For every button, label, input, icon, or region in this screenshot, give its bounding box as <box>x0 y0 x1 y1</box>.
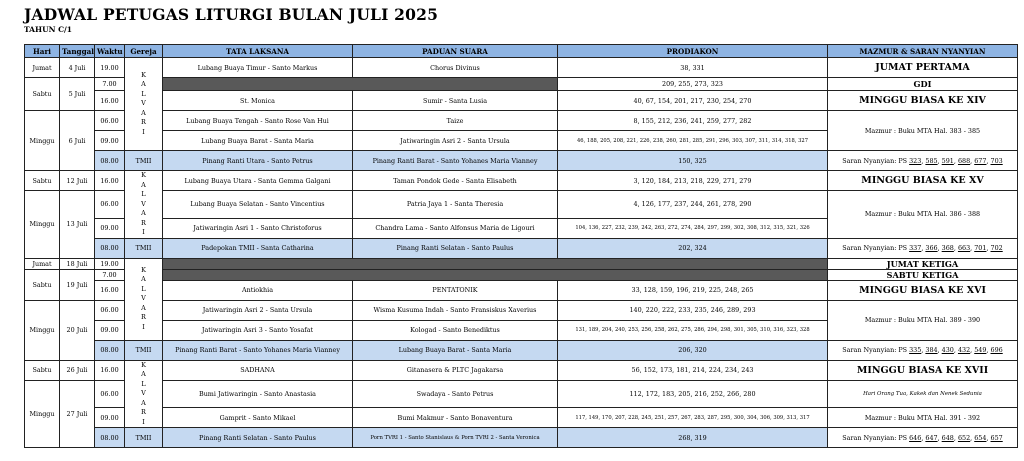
table-row <box>25 191 1018 219</box>
gereja-letter: R <box>141 408 146 416</box>
page-title: JADWAL PETUGAS LITURGI BULAN JULI 2025 <box>24 5 439 24</box>
gereja-letter: L <box>141 379 146 388</box>
gereja-letter: A <box>141 108 146 117</box>
waktu-cell: 7.00 <box>95 269 125 280</box>
empty-dark-cell <box>163 78 558 91</box>
header-prodiakon: PRODIAKON <box>558 45 828 58</box>
waktu-cell: 16.00 <box>95 171 125 191</box>
waktu-cell: 16.00 <box>95 91 125 111</box>
paduan-cell: Pinang Ranti Selatan - Santo Paulus <box>353 238 558 258</box>
tata-cell: St. Monica <box>163 91 353 111</box>
gereja-letter: A <box>141 209 146 217</box>
mazmur-reference: Mazmur : Buku MTA Hal. 383 - 385 <box>828 111 1018 151</box>
hari-cell: Sabtu <box>25 269 60 300</box>
mazmur-sabtu-ketiga: SABTU KETIGA <box>828 269 1018 280</box>
waktu-cell: 16.00 <box>95 360 125 380</box>
tanggal-cell: 12 Juli <box>60 171 95 191</box>
table-row <box>25 408 1018 428</box>
prodiakon-cell: 33, 128, 159, 196, 219, 225, 248, 265 <box>558 280 828 300</box>
waktu-cell: 08.00 <box>95 340 125 360</box>
paduan-cell: Swadaya - Santo Petrus <box>353 380 558 408</box>
prodiakon-cell: 131, 189, 204, 240, 253, 256, 258, 262, 275, 286, 294, 298, 301, 305, 310, 316, 323, 328 <box>558 320 828 340</box>
mazmur-week-title: MINGGU BIASA KE XIV <box>828 91 1018 111</box>
song-number: 654 <box>974 433 987 442</box>
table-row <box>25 258 1018 269</box>
waktu-cell: 06.00 <box>95 300 125 320</box>
paduan-cell: Patria Jaya 1 - Santa Theresia <box>353 191 558 219</box>
gereja-letter: L <box>141 284 146 293</box>
paduan-cell: Sumir - Santa Lusia <box>353 91 558 111</box>
waktu-cell: 09.00 <box>95 218 125 238</box>
saran-nyanyian: Saran Nyanyian: PS 337, 366, 368, 663, 701, 702 <box>828 238 1018 258</box>
tata-cell: Lubang Buaya Timur - Santo Markus <box>163 58 353 78</box>
prodiakon-cell: 202, 324 <box>558 238 828 258</box>
gereja-letter: V <box>141 199 146 208</box>
prodiakon-cell: 4, 126, 177, 237, 244, 261, 278, 290 <box>558 191 828 219</box>
tanggal-cell: 20 Juli <box>60 300 95 360</box>
paduan-cell: Chandra Lama - Santo Alfonsus Maria de Ligouri <box>353 218 558 238</box>
song-number: 677 <box>974 156 987 165</box>
tanggal-cell: 27 Juli <box>60 380 95 448</box>
page-subtitle: TAHUN C/1 <box>24 25 73 34</box>
song-number: 585 <box>925 156 938 165</box>
hari-cell: Minggu <box>25 191 60 259</box>
hari-cell: Sabtu <box>25 78 60 111</box>
mazmur-week-title: MINGGU BIASA KE XV <box>828 171 1018 191</box>
header-hari: Hari <box>25 45 60 58</box>
waktu-cell: 06.00 <box>95 380 125 408</box>
gereja-letter: A <box>141 370 146 378</box>
song-number: 648 <box>941 433 954 442</box>
prodiakon-cell: 8, 155, 212, 236, 241, 259, 277, 282 <box>558 111 828 131</box>
table-row <box>25 300 1018 320</box>
song-number: 702 <box>990 244 1003 252</box>
prodiakon-cell: 46, 188, 205, 208, 221, 226, 238, 260, 281, 285, 291, 296, 303, 307, 311, 314, 318, 327 <box>558 131 828 151</box>
waktu-cell: 16.00 <box>95 280 125 300</box>
prodiakon-cell: 150, 325 <box>558 151 828 171</box>
hari-cell: Jumat <box>25 58 60 78</box>
gereja-letter: I <box>142 228 145 236</box>
table-row <box>25 58 1018 78</box>
gereja-tmii: TMII <box>125 238 163 258</box>
hari-cell: Sabtu <box>25 360 60 380</box>
header-mazmur: MAZMUR & SARAN NYANYIAN <box>828 45 1018 58</box>
waktu-cell: 09.00 <box>95 320 125 340</box>
gereja-letter: A <box>141 275 146 284</box>
hari-cell: Sabtu <box>25 171 60 191</box>
mazmur-jumat-ketiga: JUMAT KETIGA <box>828 258 1018 269</box>
waktu-cell: 06.00 <box>95 191 125 219</box>
song-number: 663 <box>957 244 971 252</box>
tanggal-cell: 13 Juli <box>60 191 95 259</box>
waktu-cell: 08.00 <box>95 238 125 258</box>
tata-cell: Padepokan TMII - Santa Catharina <box>163 238 353 258</box>
song-number: 368 <box>941 244 954 252</box>
table-row <box>25 91 1018 111</box>
tata-cell: SADHANA <box>163 360 353 380</box>
tanggal-cell: 5 Juli <box>60 78 95 111</box>
tanggal-cell: 19 Juli <box>60 269 95 300</box>
waktu-cell: 08.00 <box>95 428 125 448</box>
gereja-letter: R <box>141 218 146 227</box>
mazmur-week-title: MINGGU BIASA KE XVI <box>828 280 1018 300</box>
paduan-cell: Kologad - Santo Benediktus <box>353 320 558 340</box>
gereja-letter: I <box>142 417 145 426</box>
gereja-letter: L <box>141 89 146 98</box>
mazmur-week-title: MINGGU BIASA KE XVII <box>828 360 1018 380</box>
gereja-letter: V <box>141 294 146 303</box>
hari-cell: Jumat <box>25 258 60 269</box>
gereja-kalvari <box>125 360 163 428</box>
prodiakon-cell: 268, 319 <box>558 428 828 448</box>
song-number: 703 <box>990 156 1003 165</box>
waktu-cell: 06.00 <box>95 111 125 131</box>
header-waktu: Waktu <box>95 45 125 58</box>
header-tanggal: Tanggal <box>60 45 95 58</box>
tanggal-cell: 18 Juli <box>60 258 95 269</box>
saran-prefix: Saran Nyanyian: PS <box>842 433 908 442</box>
waktu-cell: 19.00 <box>95 258 125 269</box>
prodiakon-cell: 117, 149, 170, 207, 228, 245, 251, 257, 267, 283, 287, 295, 300, 304, 306, 309, 313, 317 <box>558 408 828 428</box>
tata-cell: Jatiwaringin Asri 1 - Santo Christoforus <box>163 218 353 238</box>
gereja-letter: A <box>141 180 146 189</box>
gereja-kalvari <box>125 258 163 340</box>
table-row <box>25 280 1018 300</box>
song-number: 384 <box>925 346 938 354</box>
prodiakon-cell: 104, 136, 227, 232, 239, 242, 263, 272, 274, 284, 297, 299, 302, 308, 312, 315, 321, 326 <box>558 218 828 238</box>
paduan-cell: Gitanasera & PLTC Jagakarsa <box>353 360 558 380</box>
gereja-tmii: TMII <box>125 428 163 448</box>
song-number: 323 <box>909 156 922 165</box>
song-number: 696 <box>990 346 1003 354</box>
table-row <box>25 428 1018 448</box>
tanggal-cell: 4 Juli <box>60 58 95 78</box>
table-row <box>25 380 1018 408</box>
saran-nyanyian: Saran Nyanyian: PS 323, 585, 591, 688, 677, 703 <box>828 151 1018 171</box>
schedule-table <box>24 44 1018 448</box>
prodiakon-cell: 140, 220, 222, 233, 235, 246, 289, 293 <box>558 300 828 320</box>
waktu-cell: 09.00 <box>95 131 125 151</box>
gereja-letter: A <box>141 398 146 407</box>
gereja-letter: R <box>141 313 146 322</box>
gereja-letter: I <box>142 322 145 331</box>
tata-cell: Lubang Buaya Selatan - Santo Vincentius <box>163 191 353 219</box>
table-row <box>25 340 1018 360</box>
gereja-kalvari <box>125 171 163 239</box>
tata-cell: Lubang Buaya Utara - Santa Gemma Galgani <box>163 171 353 191</box>
waktu-cell: 08.00 <box>95 151 125 171</box>
gereja-letter: L <box>141 190 146 198</box>
prodiakon-cell: 112, 172, 183, 205, 216, 252, 266, 280 <box>558 380 828 408</box>
mazmur-note: Hari Orang Tua, Kakek dan Nenek Sedunia <box>828 380 1018 408</box>
table-row <box>25 171 1018 191</box>
prodiakon-cell: 56, 152, 173, 181, 214, 224, 234, 243 <box>558 360 828 380</box>
gereja-letter: V <box>141 389 146 397</box>
paduan-cell: Wisma Kusuma Indah - Santo Fransiskus Xaverius <box>353 300 558 320</box>
paduan-cell: Chorus Divinus <box>353 58 558 78</box>
song-number: 337 <box>909 244 922 252</box>
paduan-cell: Lubang Buaya Barat - Santa Maria <box>353 340 558 360</box>
mazmur-gdi: GDI <box>828 78 1018 91</box>
gereja-tmii: TMII <box>125 151 163 171</box>
song-number: 366 <box>925 244 938 252</box>
table-row <box>25 238 1018 258</box>
song-number: 549 <box>974 346 987 354</box>
saran-prefix: Saran Nyanyian: PS <box>842 156 908 165</box>
song-number: 652 <box>957 433 971 442</box>
tata-cell: Bumi Jatiwaringin - Santo Anastasia <box>163 380 353 408</box>
gereja-letter: A <box>141 303 146 312</box>
header-tata: TATA LAKSANA <box>163 45 353 58</box>
mazmur-reference: Mazmur : Buku MTA Hal. 391 - 392 <box>828 408 1018 428</box>
gereja-letter: V <box>141 99 146 108</box>
song-number: 657 <box>990 433 1003 442</box>
waktu-cell: 7.00 <box>95 78 125 91</box>
tata-cell: Pinang Ranti Selatan - Santo Paulus <box>163 428 353 448</box>
saran-nyanyian: Saran Nyanyian: PS 335, 384, 430, 432, 549, 696 <box>828 340 1018 360</box>
song-number: 646 <box>909 433 922 442</box>
table-row <box>25 111 1018 131</box>
song-number: 591 <box>941 156 954 165</box>
gereja-letter: R <box>141 118 146 127</box>
tata-cell: Jatiwaringin Asri 3 - Santo Yosafat <box>163 320 353 340</box>
gereja-letter: A <box>141 80 146 89</box>
paduan-cell: Bumi Makmur - Santo Bonaventura <box>353 408 558 428</box>
tanggal-cell: 26 Juli <box>60 360 95 380</box>
mazmur-jumat-pertama: JUMAT PERTAMA <box>828 58 1018 78</box>
waktu-cell: 09.00 <box>95 408 125 428</box>
tata-cell: Gamprit - Santo Mikael <box>163 408 353 428</box>
tata-cell: Pinang Ranti Utara - Santo Petrus <box>163 151 353 171</box>
tata-cell: Pinang Ranti Barat - Santo Yohanes Maria Vianney <box>163 340 353 360</box>
tanggal-cell: 6 Juli <box>60 111 95 171</box>
hari-cell: Minggu <box>25 111 60 171</box>
hari-cell: Minggu <box>25 300 60 360</box>
empty-dark-cell <box>163 258 828 269</box>
song-number: 688 <box>957 156 971 165</box>
table-row <box>25 78 1018 91</box>
paduan-cell: Porn TVRI 1 - Santo Stanislaus & Porn TVRI 2 - Santa Veronica <box>353 428 558 448</box>
song-number: 647 <box>925 433 938 442</box>
prodiakon-cell: 206, 320 <box>558 340 828 360</box>
paduan-cell: Taman Pondok Gede - Santa Elisabeth <box>353 171 558 191</box>
waktu-cell: 19.00 <box>95 58 125 78</box>
prodiakon-cell: 40, 67, 154, 201, 217, 230, 254, 270 <box>558 91 828 111</box>
mazmur-reference: Mazmur : Buku MTA Hal. 389 - 390 <box>828 300 1018 340</box>
gereja-letter: I <box>142 127 145 136</box>
empty-dark-cell <box>163 269 828 280</box>
gereja-letter: K <box>141 70 146 79</box>
prodiakon-cell: 209, 255, 273, 323 <box>558 78 828 91</box>
prodiakon-cell: 38, 331 <box>558 58 828 78</box>
header-gereja: Gereja <box>125 45 163 58</box>
gereja-kalvari <box>125 58 163 151</box>
mazmur-reference: Mazmur : Buku MTA Hal. 386 - 388 <box>828 191 1018 239</box>
header-row <box>25 45 1018 58</box>
paduan-cell: Pinang Ranti Barat - Santo Yohanes Maria Vianney <box>353 151 558 171</box>
tata-cell: Antiokhia <box>163 280 353 300</box>
saran-prefix: Saran Nyanyian: PS <box>842 346 908 354</box>
tata-cell: Lubang Buaya Tengah - Santo Rose Van Hui <box>163 111 353 131</box>
gereja-letter: K <box>141 171 146 179</box>
song-number: 335 <box>909 346 922 354</box>
song-number: 430 <box>941 346 954 354</box>
gereja-tmii: TMII <box>125 340 163 360</box>
hari-cell: Minggu <box>25 380 60 448</box>
paduan-cell: Jatiwaringin Asri 2 - Santa Ursula <box>353 131 558 151</box>
gereja-letter: K <box>141 360 146 369</box>
table-row <box>25 269 1018 280</box>
gereja-letter: K <box>141 265 146 274</box>
paduan-cell: Taize <box>353 111 558 131</box>
saran-prefix: Saran Nyanyian: PS <box>842 244 908 252</box>
song-number: 701 <box>974 244 987 252</box>
paduan-cell: PENTATONIK <box>353 280 558 300</box>
table-row <box>25 151 1018 171</box>
tata-cell: Jatiwaringin Asri 2 - Santa Ursula <box>163 300 353 320</box>
saran-nyanyian: Saran Nyanyian: PS 646, 647, 648, 652, 654, 657 <box>828 428 1018 448</box>
tata-cell: Lubang Buaya Barat - Santa Maria <box>163 131 353 151</box>
song-number: 432 <box>957 346 971 354</box>
table-row <box>25 360 1018 380</box>
prodiakon-cell: 3, 120, 184, 213, 218, 229, 271, 279 <box>558 171 828 191</box>
header-paduan: PADUAN SUARA <box>353 45 558 58</box>
